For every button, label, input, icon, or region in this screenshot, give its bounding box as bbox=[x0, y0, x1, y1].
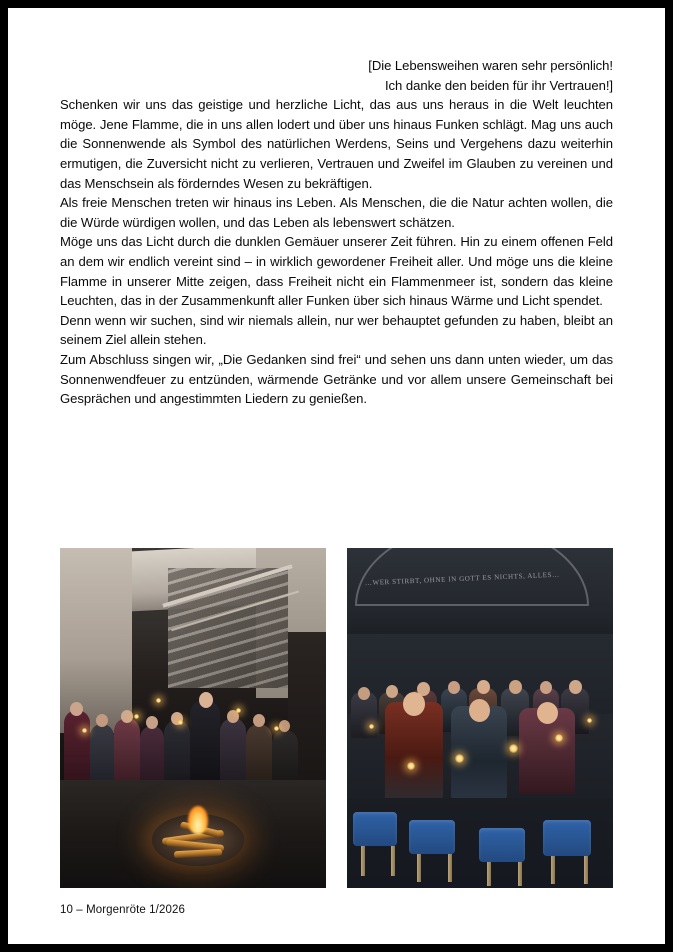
candle-light-c bbox=[509, 744, 518, 753]
candle-light-d bbox=[555, 734, 563, 742]
candle-light-f bbox=[587, 718, 592, 723]
paragraph-1: Schenken wir uns das geistige und herzliche Licht, das aus uns heraus in die Welt leuchten möge. Jene Flamme, die in uns allen lodert und über uns hinaus Funken schlägt. Mag uns auch die Sonnenwende als Symbol des natürlichen Werdens, Seins und Vergehens dazu weiterhin ermutigen, die Zuversicht nicht zu verlieren, Vertrauen und Zweifel im Glauben zu vereinen und das Menschsein als förderndes Wesen zu bekräftigen. bbox=[60, 97, 613, 191]
candle-light-4 bbox=[236, 708, 241, 713]
chair-row bbox=[347, 798, 613, 888]
photo-row bbox=[60, 548, 613, 888]
page-footer: 10 – Morgenröte 1/2026 bbox=[60, 904, 185, 916]
photo-procession-with-fire bbox=[60, 548, 326, 888]
paragraph-2: Als freie Menschen treten wir hinaus ins Leben. Als Menschen, die die Natur achten wollen, die die Würde würdigen wollen, und das Leben als lebenswert schätzen. bbox=[60, 195, 613, 230]
document-page bbox=[8, 8, 665, 944]
fire-flame bbox=[188, 806, 208, 834]
candle-light-6 bbox=[156, 698, 161, 703]
candle-light-a bbox=[407, 762, 415, 770]
article-body bbox=[60, 56, 613, 409]
candle-light-e bbox=[369, 724, 374, 729]
candle-light-5 bbox=[274, 726, 279, 731]
paragraph-4: Denn wenn wir suchen, sind wir niemals allein, nur wer behauptet gefunden zu haben, bleibt an seinem Ziel allein stehen. bbox=[60, 312, 613, 348]
crowd-group bbox=[60, 666, 326, 796]
hall-arch-shape bbox=[347, 548, 613, 641]
audience-group bbox=[347, 644, 613, 804]
wall-inscription: …WER STIRBT, OHNE IN GOTT ES NICHTS, ALLES… bbox=[364, 570, 560, 588]
candle-light-b bbox=[455, 754, 464, 763]
photo-seated-audience bbox=[347, 548, 613, 888]
bracket-intro-line-2: Ich danke den beiden für ihr Vertrauen!] bbox=[384, 77, 613, 93]
paragraph-bracket-intro bbox=[60, 56, 613, 95]
bracket-intro-line-1: [Die Lebensweihen waren sehr persönlich! bbox=[368, 58, 613, 73]
candle-light-3 bbox=[178, 720, 183, 725]
paragraph-3: Möge uns das Licht durch die dunklen Gemäuer unserer Zeit führen. Hin zu einem offenen Feld an dem wir endlich vereint sind – in wirklich gewordener Freiheit aller. Und möge uns die kleine Flamme in unserer Mitte zeigen, dass Freiheit nicht ein Flammenmeer ist, sondern das kleine Leuchten, das in der Zusammenkunft aller Funken über sich hinaus Wärme und Licht spendet. bbox=[60, 234, 613, 309]
paragraph-5: Zum Abschluss singen wir, „Die Gedanken sind frei“ und sehen uns dann unten wieder, um das Sonnenwendfeuer zu entzünden, wärmende Getränke und vor allem unsere Gemeinschaft bei Gesprächen und angestimmten Liedern zu genießen. bbox=[60, 351, 613, 407]
candle-light-1 bbox=[82, 728, 87, 733]
candle-light-2 bbox=[134, 714, 139, 719]
